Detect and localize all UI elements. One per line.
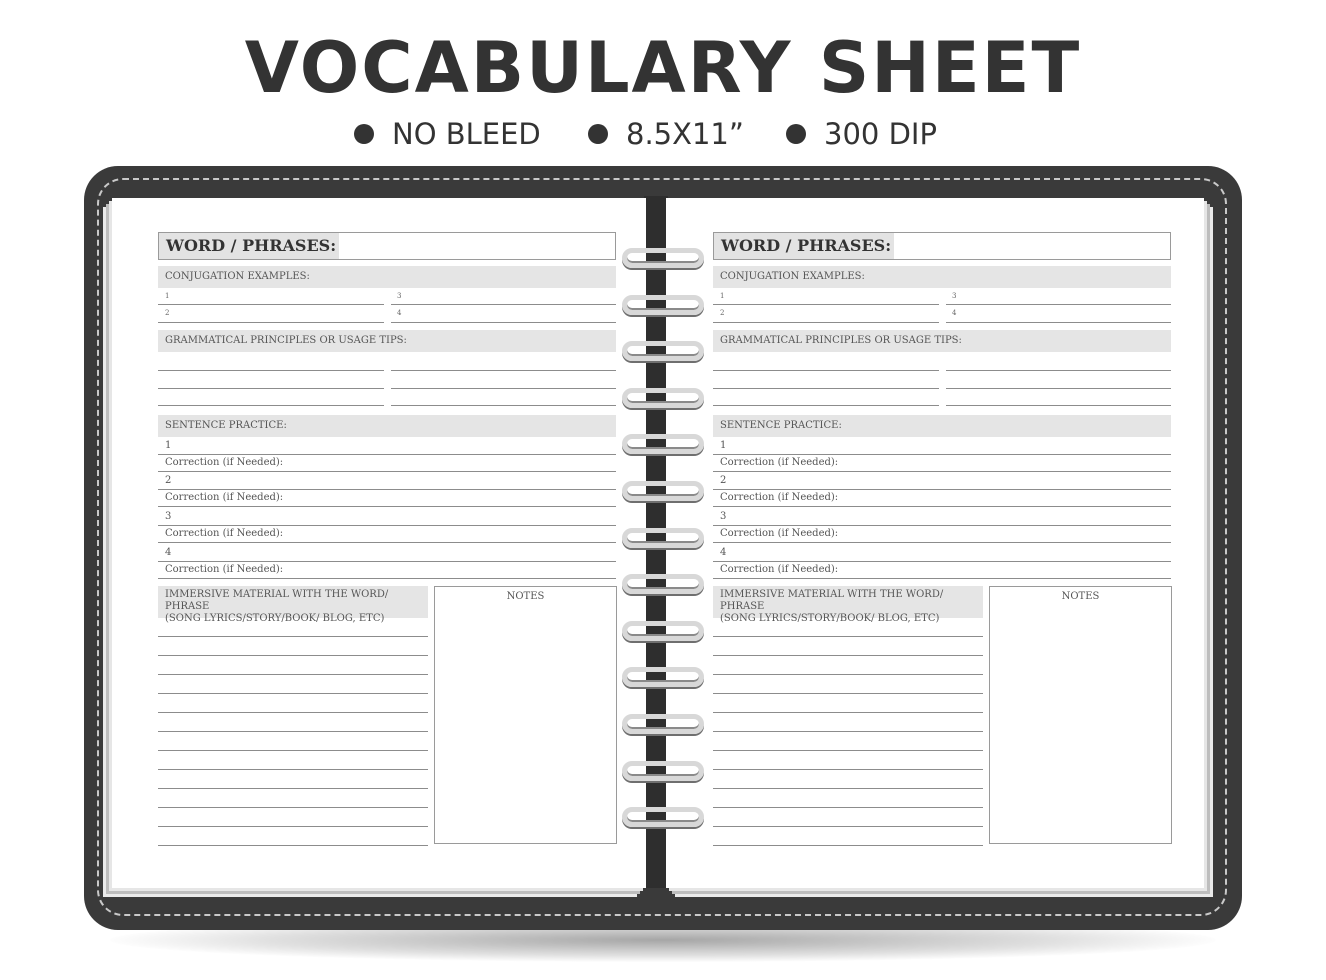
immersive-material-subtitle: (SONG LYRICS/STORY/BOOK/ BLOG, ETC) <box>720 613 940 624</box>
spiral-ring-icon <box>622 574 704 594</box>
vocabulary-sheet-right <box>713 198 1173 888</box>
immersive-line[interactable] <box>713 655 983 656</box>
correction-label: Correction (if Needed): <box>165 564 284 575</box>
grammar-line[interactable] <box>946 370 1171 371</box>
conjugation-number: 2 <box>165 309 170 317</box>
grammar-line[interactable] <box>391 405 616 406</box>
correction-label: Correction (if Needed): <box>165 492 284 503</box>
correction-line[interactable] <box>713 542 1171 543</box>
spiral-ring-icon <box>622 621 704 641</box>
immersive-material-title: IMMERSIVE MATERIAL WITH THE WORD/ PHRASE <box>165 589 389 612</box>
immersive-material-subtitle: (SONG LYRICS/STORY/BOOK/ BLOG, ETC) <box>165 613 385 624</box>
spiral-ring-icon <box>622 388 704 408</box>
sentence-number: 3 <box>720 511 727 522</box>
grammar-header: GRAMMATICAL PRINCIPLES OR USAGE TIPS: <box>713 330 1171 352</box>
bullet-icon <box>588 124 608 144</box>
spiral-ring-icon <box>622 434 704 454</box>
immersive-line[interactable] <box>713 712 983 713</box>
grammar-line[interactable] <box>946 388 1171 389</box>
immersive-line[interactable] <box>713 750 983 751</box>
vocabulary-sheet-left <box>158 198 618 888</box>
sentence-line[interactable] <box>158 525 616 526</box>
spiral-ring-icon <box>622 714 704 734</box>
grammar-line[interactable] <box>158 405 384 406</box>
sentence-line[interactable] <box>713 525 1171 526</box>
conjugation-number: 1 <box>720 292 725 300</box>
spiral-ring-icon <box>622 341 704 361</box>
grammar-line[interactable] <box>391 370 616 371</box>
conjugation-line[interactable] <box>158 322 384 323</box>
spiral-ring-icon <box>622 807 704 827</box>
notes-label: NOTES <box>1061 591 1100 602</box>
immersive-line[interactable] <box>713 826 983 827</box>
correction-line[interactable] <box>158 506 616 507</box>
spiral-ring-icon <box>622 295 704 315</box>
grammar-line[interactable] <box>713 405 939 406</box>
word-phrase-label: WORD / PHRASES: <box>714 233 894 259</box>
left-page <box>112 198 646 888</box>
grammar-line[interactable] <box>946 405 1171 406</box>
spec-label: 8.5X11” <box>626 117 744 151</box>
sentence-line[interactable] <box>713 561 1171 562</box>
sentence-number: 1 <box>165 440 172 451</box>
spiral-ring-icon <box>622 481 704 501</box>
notes-box[interactable] <box>434 586 617 844</box>
grammar-line[interactable] <box>713 370 939 371</box>
conjugation-number: 3 <box>397 292 402 300</box>
sentence-line[interactable] <box>713 489 1171 490</box>
spiral-ring-icon <box>622 667 704 687</box>
immersive-line[interactable] <box>713 731 983 732</box>
grammar-header: GRAMMATICAL PRINCIPLES OR USAGE TIPS: <box>158 330 616 352</box>
sentence-number: 3 <box>165 511 172 522</box>
immersive-line[interactable] <box>158 788 428 789</box>
sentence-number: 2 <box>720 475 727 486</box>
correction-line[interactable] <box>158 471 616 472</box>
immersive-line[interactable] <box>158 731 428 732</box>
sentence-line[interactable] <box>158 561 616 562</box>
conjugation-line[interactable] <box>391 304 616 305</box>
correction-label: Correction (if Needed): <box>720 457 839 468</box>
grammar-line[interactable] <box>391 388 616 389</box>
word-phrase-field[interactable] <box>158 232 616 260</box>
immersive-material-header <box>713 586 983 624</box>
immersive-line[interactable] <box>713 674 983 675</box>
conjugation-line[interactable] <box>946 322 1171 323</box>
sentence-number: 1 <box>720 440 727 451</box>
immersive-line[interactable] <box>713 807 983 808</box>
sentence-number: 4 <box>165 547 172 558</box>
conjugation-number: 4 <box>952 309 957 317</box>
sentence-line[interactable] <box>158 454 616 455</box>
immersive-line[interactable] <box>713 845 983 846</box>
sentence-line[interactable] <box>158 489 616 490</box>
sentence-practice-header: SENTENCE PRACTICE: <box>713 415 1171 437</box>
bullet-icon <box>354 124 374 144</box>
grammar-line[interactable] <box>713 388 939 389</box>
correction-label: Correction (if Needed): <box>165 457 284 468</box>
immersive-material-header <box>158 586 428 624</box>
correction-line[interactable] <box>158 578 616 579</box>
grammar-line[interactable] <box>158 388 384 389</box>
conjugation-line[interactable] <box>713 322 939 323</box>
conjugation-header: CONJUGATION EXAMPLES: <box>713 266 1171 288</box>
immersive-line[interactable] <box>158 655 428 656</box>
page-title: VOCABULARY SHEET <box>244 27 1082 109</box>
immersive-line[interactable] <box>158 693 428 694</box>
word-phrase-field[interactable] <box>713 232 1171 260</box>
word-phrase-label: WORD / PHRASES: <box>159 233 339 259</box>
correction-line[interactable] <box>713 578 1171 579</box>
sentence-number: 2 <box>165 475 172 486</box>
conjugation-number: 4 <box>397 309 402 317</box>
right-page <box>666 198 1204 888</box>
immersive-line[interactable] <box>713 693 983 694</box>
spec-label: 300 DIP <box>824 117 937 151</box>
correction-label: Correction (if Needed): <box>720 492 839 503</box>
conjugation-line[interactable] <box>946 304 1171 305</box>
immersive-line[interactable] <box>158 845 428 846</box>
bullet-icon <box>786 124 806 144</box>
immersive-line[interactable] <box>158 826 428 827</box>
immersive-line[interactable] <box>158 712 428 713</box>
notes-label: NOTES <box>506 591 545 602</box>
grammar-line[interactable] <box>158 370 384 371</box>
immersive-line[interactable] <box>158 636 428 637</box>
correction-label: Correction (if Needed): <box>720 564 839 575</box>
correction-label: Correction (if Needed): <box>165 528 284 539</box>
conjugation-line[interactable] <box>391 322 616 323</box>
immersive-line[interactable] <box>158 769 428 770</box>
immersive-line[interactable] <box>158 750 428 751</box>
sentence-number: 4 <box>720 547 727 558</box>
conjugation-number: 1 <box>165 292 170 300</box>
spiral-ring-icon <box>622 248 704 268</box>
conjugation-line[interactable] <box>158 304 384 305</box>
correction-line[interactable] <box>158 542 616 543</box>
spec-label: NO BLEED <box>392 117 541 151</box>
sentence-line[interactable] <box>713 454 1171 455</box>
conjugation-number: 3 <box>952 292 957 300</box>
notes-box[interactable] <box>989 586 1172 844</box>
immersive-line[interactable] <box>158 807 428 808</box>
immersive-line[interactable] <box>158 674 428 675</box>
sentence-practice-header: SENTENCE PRACTICE: <box>158 415 616 437</box>
spec-list <box>0 114 1326 154</box>
correction-line[interactable] <box>713 471 1171 472</box>
immersive-material-title: IMMERSIVE MATERIAL WITH THE WORD/ PHRASE <box>720 589 944 612</box>
spiral-ring-icon <box>622 761 704 781</box>
spiral-ring-icon <box>622 528 704 548</box>
conjugation-header: CONJUGATION EXAMPLES: <box>158 266 616 288</box>
immersive-line[interactable] <box>713 788 983 789</box>
conjugation-line[interactable] <box>713 304 939 305</box>
correction-label: Correction (if Needed): <box>720 528 839 539</box>
correction-line[interactable] <box>713 506 1171 507</box>
immersive-line[interactable] <box>713 636 983 637</box>
conjugation-number: 2 <box>720 309 725 317</box>
immersive-line[interactable] <box>713 769 983 770</box>
